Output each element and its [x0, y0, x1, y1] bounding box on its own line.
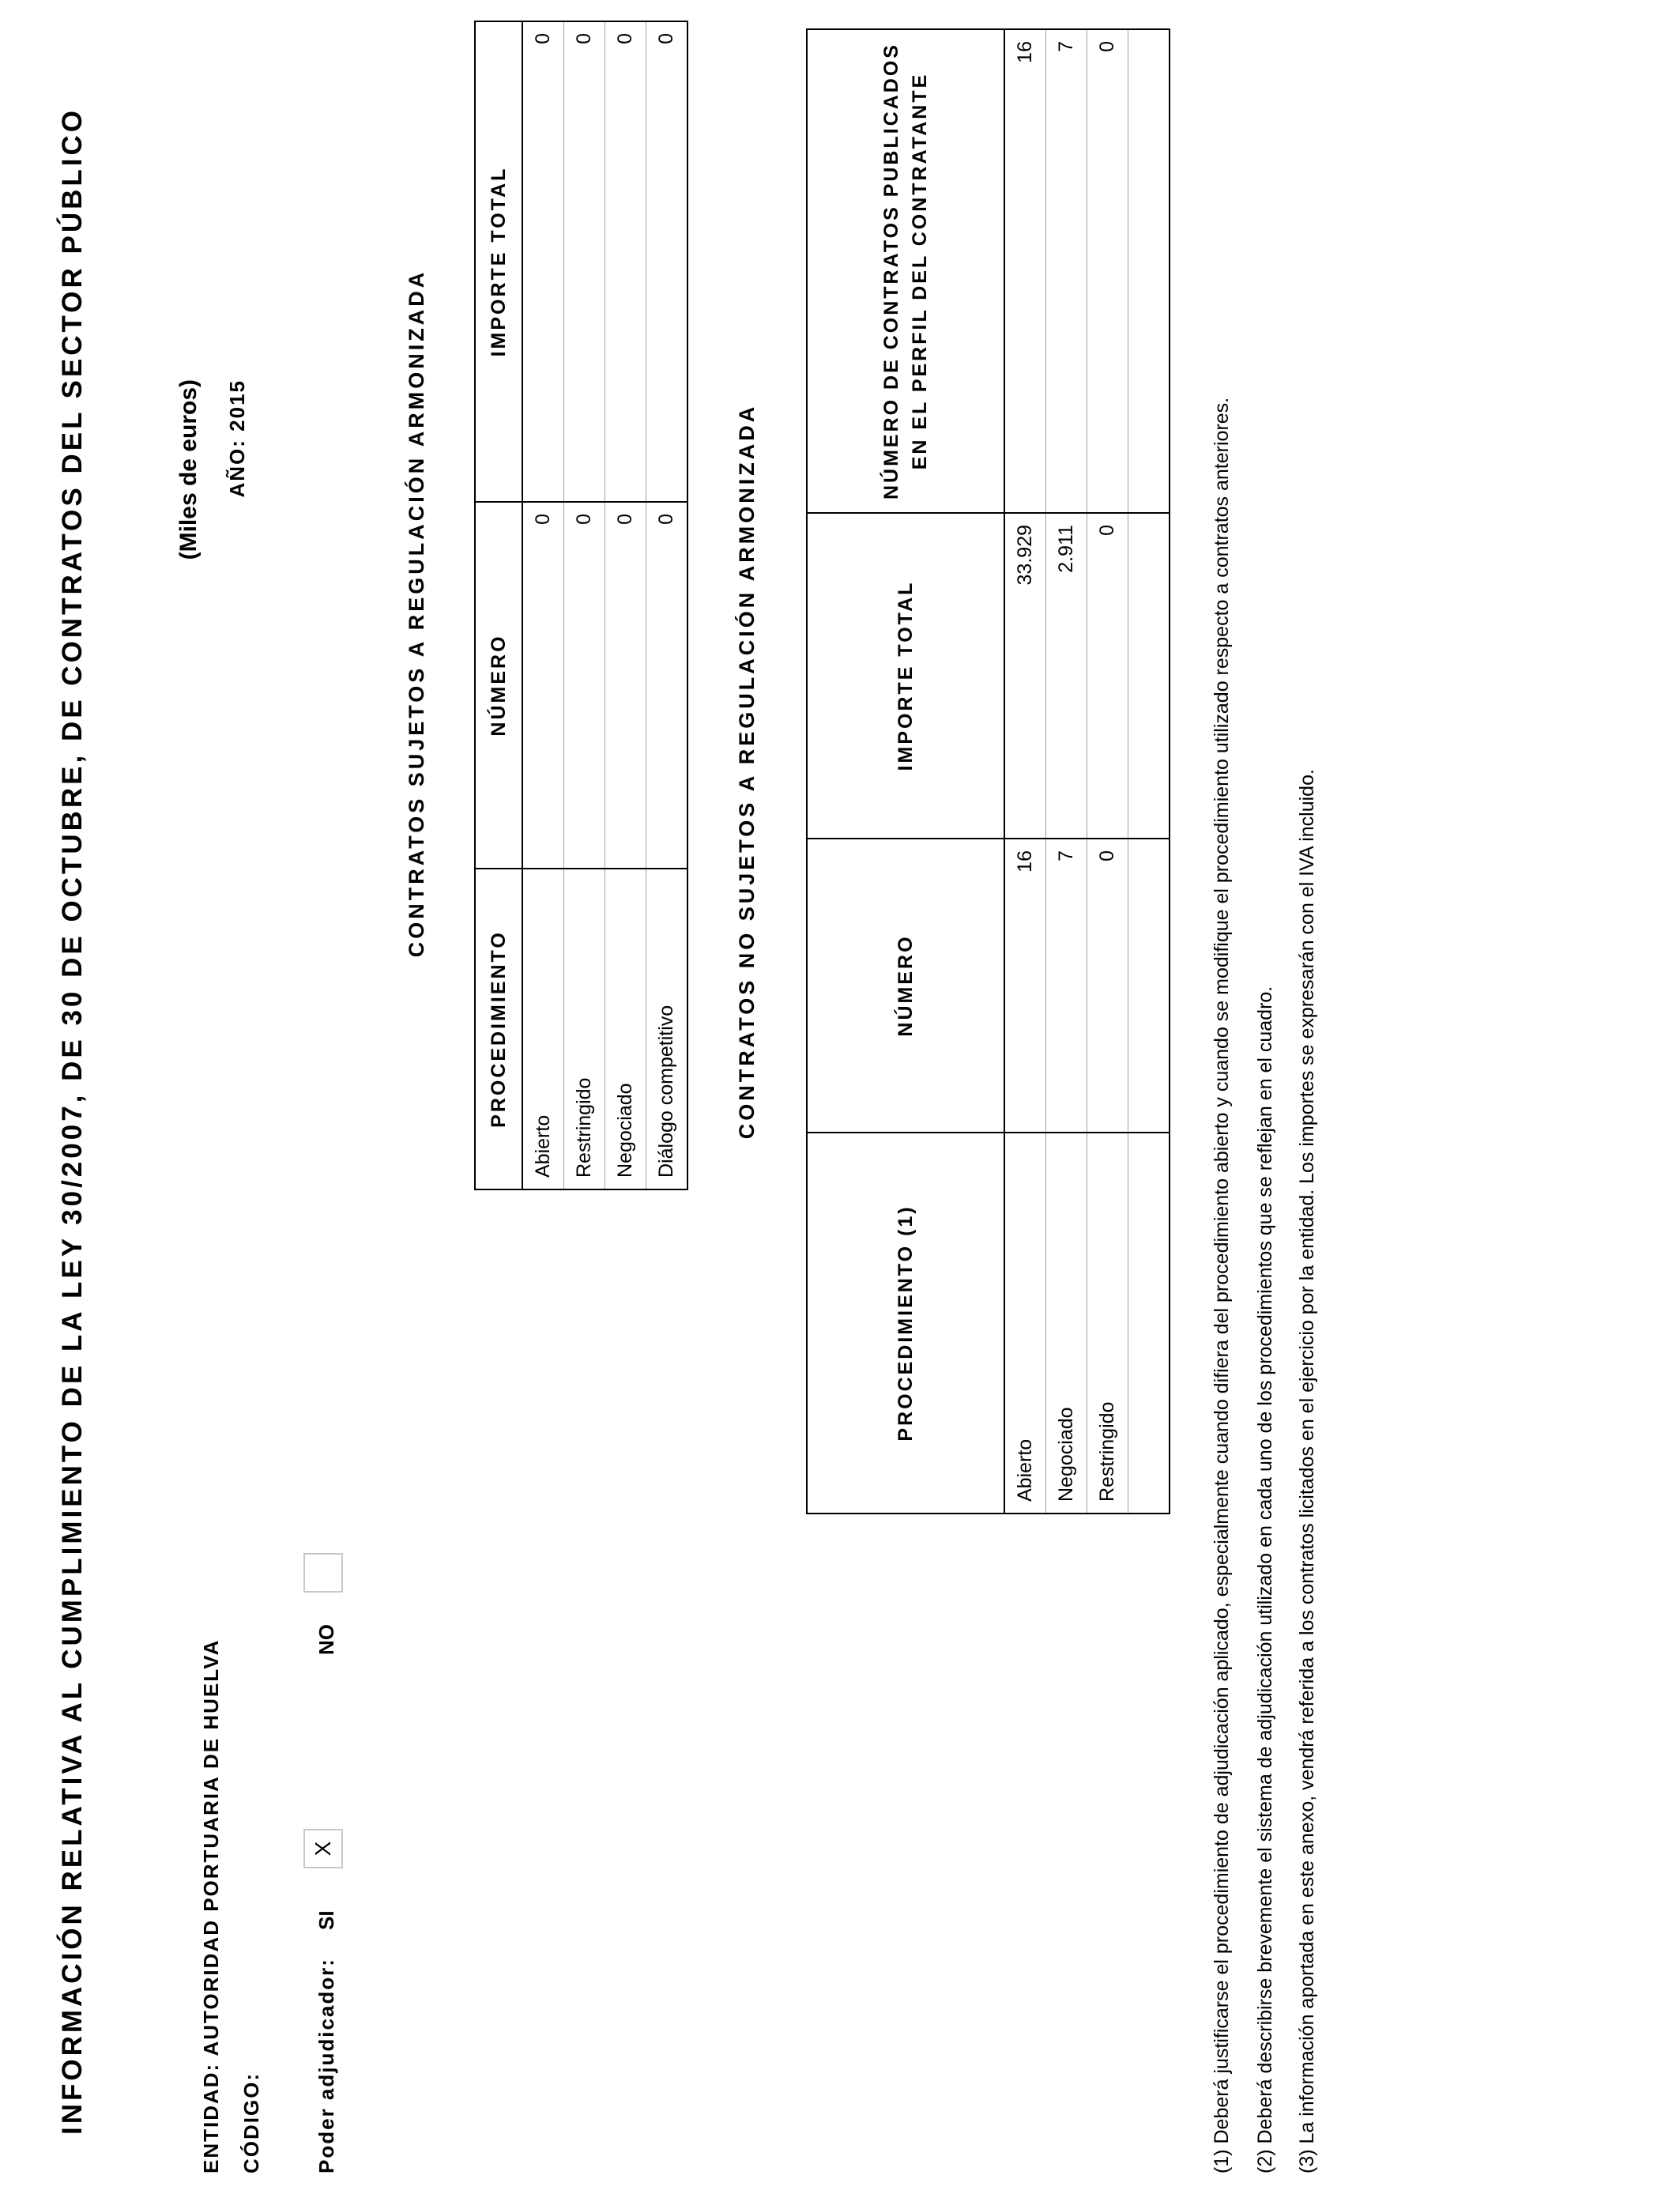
cell-procedimiento: Negociado	[605, 869, 646, 1189]
codigo-label: CÓDIGO:	[239, 2071, 263, 2173]
entidad-label: ENTIDAD: AUTORIDAD PORTUARIA DE HUELVA	[199, 1638, 223, 2173]
table-row	[1128, 29, 1170, 1514]
si-label: SI	[315, 1910, 338, 1930]
cell-publicados	[1128, 29, 1170, 513]
cell-numero: 0	[1087, 839, 1128, 1133]
table-row	[646, 21, 688, 1189]
cell-numero: 0	[605, 502, 646, 869]
table-row	[564, 21, 605, 1189]
column-header: IMPORTE TOTAL	[807, 513, 1004, 839]
cell-procedimiento: Negociado	[1046, 1133, 1087, 1514]
year-label: AÑO: 2015	[225, 379, 249, 498]
cell-numero: 16	[1004, 839, 1046, 1133]
armonizada-title: CONTRATOS SUJETOS A REGULACIÓN ARMONIZADA	[405, 269, 428, 958]
cell-procedimiento: Abierto	[522, 869, 564, 1189]
cell-procedimiento: Abierto	[1004, 1133, 1046, 1514]
poder-adjudicador-label: Poder adjudicador:	[315, 1958, 338, 2173]
footnote-2: (2) Deberá describirse brevemente el sistema de adjudicación utilizado en cada uno de los procedimientos que se reflejan en el cuadro.	[1254, 986, 1276, 2173]
footnote-1: (1) Deberá justificarse el procedimiento de adjudicación aplicado, especialmente cuando difiera del procedimiento abierto y cuando se modifique el procedimiento utilizado respecto a contratos anteriores.	[1211, 397, 1233, 2173]
cell-importe: 0	[605, 21, 646, 502]
cell-numero: 0	[646, 502, 688, 869]
table-row	[605, 21, 646, 1189]
cell-procedimiento: Restringido	[1087, 1133, 1128, 1514]
table-row	[1046, 29, 1087, 1514]
document-title: INFORMACIÓN RELATIVA AL CUMPLIMIENTO DE LA LEY 30/2007, DE 30 DE OCTUBRE, DE CONTRATOS DEL SECTOR PÚBLICO	[57, 107, 88, 2135]
no-armonizada-title: CONTRATOS NO SUJETOS A REGULACIÓN ARMONIZADA	[735, 403, 759, 1140]
cell-importe: 0	[564, 21, 605, 502]
cell-importe: 0	[1087, 513, 1128, 839]
si-checkbox[interactable]: X	[303, 1829, 343, 1868]
cell-numero: 7	[1046, 839, 1087, 1133]
cell-importe: 0	[646, 21, 688, 502]
cell-publicados: 0	[1087, 29, 1128, 513]
table-header-row	[807, 29, 1004, 1514]
cell-procedimiento	[1128, 1133, 1170, 1514]
table-header-row	[475, 21, 522, 1189]
cell-numero	[1128, 839, 1170, 1133]
cell-procedimiento: Diálogo competitivo	[646, 869, 688, 1189]
cell-publicados: 16	[1004, 29, 1046, 513]
cell-numero: 0	[564, 502, 605, 869]
column-header: PROCEDIMIENTO	[475, 869, 522, 1189]
no-label: NO	[315, 1624, 338, 1655]
column-header: PROCEDIMIENTO (1)	[807, 1133, 1004, 1514]
no-armonizada-table	[806, 28, 1170, 1514]
cell-importe: 33.929	[1004, 513, 1046, 839]
cell-importe	[1128, 513, 1170, 839]
armonizada-table	[474, 21, 688, 1190]
footnote-3: (3) La información aportada en este anexo, vendrá referida a los contratos licitados en el ejercicio por la entidad. Los importes se expresarán con el IVA incluido.	[1296, 769, 1318, 2173]
units-label: (Miles de euros)	[175, 379, 202, 560]
cell-importe: 0	[522, 21, 564, 502]
column-header: NÚMERO DE CONTRATOS PUBLICADOS EN EL PERFIL DEL CONTRATANTE	[807, 29, 1004, 513]
cell-publicados: 7	[1046, 29, 1087, 513]
table-row	[1087, 29, 1128, 1514]
no-checkbox[interactable]	[303, 1553, 343, 1593]
cell-importe: 2.911	[1046, 513, 1087, 839]
column-header: NÚMERO	[475, 502, 522, 869]
column-header: NÚMERO	[807, 839, 1004, 1133]
table-row	[1004, 29, 1046, 1514]
column-header: IMPORTE TOTAL	[475, 21, 522, 502]
cell-procedimiento: Restringido	[564, 869, 605, 1189]
table-row	[522, 21, 564, 1189]
cell-numero: 0	[522, 502, 564, 869]
